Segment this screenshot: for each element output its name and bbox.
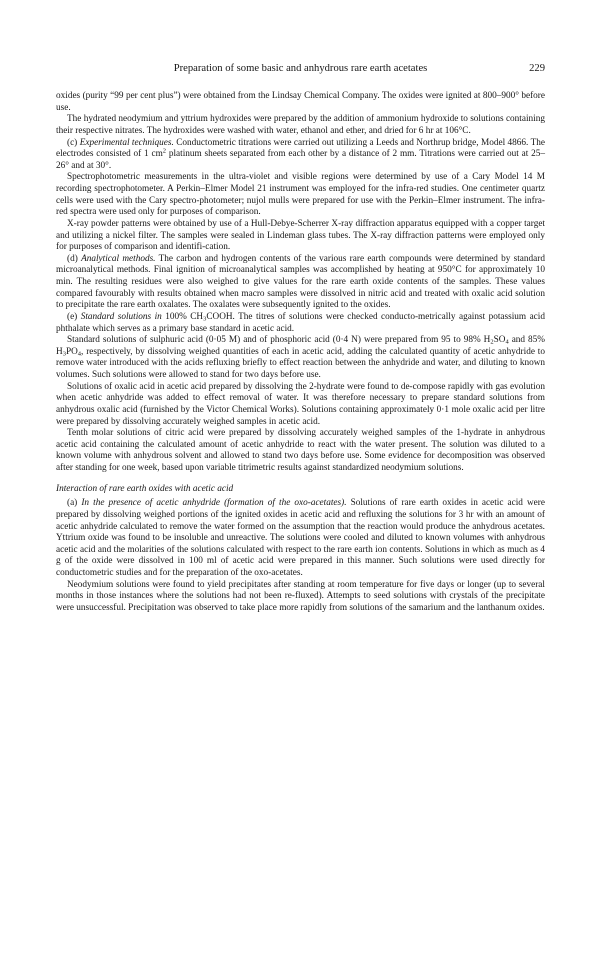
paragraph-sulphuric-phosphoric: Standard solutions of sulphuric acid (0·05 M) and of phosphoric acid (0·4 N) were prepared from 95 to 98% $H_2SO_4$ and 85% $H_3PO_4$, respectively, by dissolving weighed quantities of each in acetic acid, adding the calculated quantity of acetic anhydride to remove water introduced with the acids refluxing briefly to effect reaction between the anhydride and water, and diluting to known volumes. Such solutions were allowed to stand for two days before use. [56,335,546,380]
running-header [56,62,545,76]
paragraph-x-ray: X-ray powder patterns were obtained by use of a Hull-Debye-Scherrer X-ray diffraction apparatus equipped with a copper target and utilizing a nickel filter. The samples were sealed in Lindeman glass tubes. The X-ray diffraction patterns were employed only for purposes of comparison and identifi-cation. [56,218,545,253]
paragraph-oxide-source: oxides (purity “99 per cent plus”) were obtained from the Lindsay Chemical Company. The oxides were ignited at 800–900° before use. [56,91,545,113]
subheading-experimental-techniques: Experimental techniques. [79,137,174,148]
paragraph-experimental-techniques: (c) Experimental techniques. Conductometric titrations were carried out utilizing a Leeds and Northrup bridge, Model 4866. The electrodes consisted of 1 $cm^2$ platinum sheets separated from each other by a distance of 2 mm. Titrations were carried out at 25–26° and at 30°. [56,137,545,171]
paragraph-acetic-anhydride: (a) In the presence of acetic anhydride (formation of the oxo-acetates). Solutions of rare earth oxides in acetic acid were prepared by dissolving weighed portions of the ignited oxides in acetic acid and refluxing the solutions for 3 hr with an amount of acetic anhydride calculated to remove the water formed on the assumption that the reaction would produce the anhydrous acetates. Yttrium oxide was found to be insoluble and unreactive. The solutions were cooled and diluted to known volumes with anhydrous acetic acid and the molarities of the solutions calculated with respect to the rare earth ion contents. Solutions in which as much as 4 g of the oxide were dissolved in 100 ml of acetic acid were prepared in this manner. Such solutions were used directly for conductometric studies and for the preparation of the oxo-acetates. [56,498,545,578]
section-heading: Interaction of rare earth oxides with acetic acid [56,483,234,494]
paragraph-neodymium-precipitates: Neodymium solutions were found to yield precipitates after standing at room temperature for five days or longer (up to several months in those instances where the solutions had not been re-fluxed). Attempts to seed solutions with crystals of the precipitate were unsuccessful. Precipitation was observed to take place more rapidly from solutions of the samarium and the lanthanum oxides. [56,579,545,613]
paragraph-spectrophotometric: Spectrophotometric measurements in the ultra-violet and visible regions were determined by use of a Cary Model 14 M recording spectrophotometer. A Perkin–Elmer Model 21 instrument was employed for the infra-red studies. One centimeter quartz cells were used with the Cary spectro-photometer; nujol mulls were prepared for use with the Perkin–Elmer instrument. The infra-red spectra were used only for purposes of comparison. [56,172,545,218]
subheading-analytical-methods: Analytical methods. [81,253,156,264]
running-title: Preparation of some basic and anhydrous rare earth acetates [173,63,428,74]
subheading-acetic-anhydride: In the presence of acetic anhydride (formation of the oxo-acetates). [81,498,347,509]
page-number: 229 [529,63,545,74]
paragraph-analytical-methods: (d) Analytical methods. The carbon and hydrogen contents of the various rare earth compounds were determined by standard microanalytical methods. Final ignition of microanalytical samples was accomplished by heating at 950°C for approximately 10 min. The resulting residues were also weighed to give values for the rare earth oxide contents of the samples. These values compared favourably with results obtained when macro samples were dissolved in nitric acid and treated with oxalic acid solution to precipitate the rare earth oxalates. The oxalates were subsequently ignited to the oxides. [56,253,545,311]
article-body [56,91,545,615]
paragraph-hydroxide-preparation: The hydrated neodymium and yttrium hydroxides were prepared by the addition of ammonium hydroxide to solutions containing their respective nitrates. The hydroxides were washed with water, ethanol and ether, and dried for 6 hr at 106°C. [56,114,545,136]
paragraph-standard-solutions: (e) Standard solutions in 100% $CH_3COOH$. The titres of solutions were checked conducto-metrically against potassium acid phthalate which serves as a primary base standard in acetic acid. [56,311,545,334]
journal-page [56,62,545,615]
paragraph-citric-acid: Tenth molar solutions of citric acid were prepared by dissolving accurately weighed samples of the 1-hydrate in anhydrous acetic acid containing the calculated amount of acetic anhydride to react with the water present. The solution was diluted to a known volume with anhydrous solvent and allowed to stand two days before use. Some evidence for decomposition was observed after standing for one week, based upon variable titrimetric results against standardized neodymium solutions. [56,428,545,473]
subheading-standard-solutions: Standard solutions in [80,311,162,322]
paragraph-oxalic-acid: Solutions of oxalic acid in acetic acid prepared by dissolving the 2-hydrate were found to de-compose rapidly with gas evolution when acetic anhydride was added to effect removal of water. It was therefore necessary to prepare standard solutions from anhydrous oxalic acid (furnished by the Victor Chemical Works). Solutions containing approximately 0·1 mole oxalic acid per litre were prepared by dissolving accurately weighed samples in acetic acid. [56,381,545,427]
